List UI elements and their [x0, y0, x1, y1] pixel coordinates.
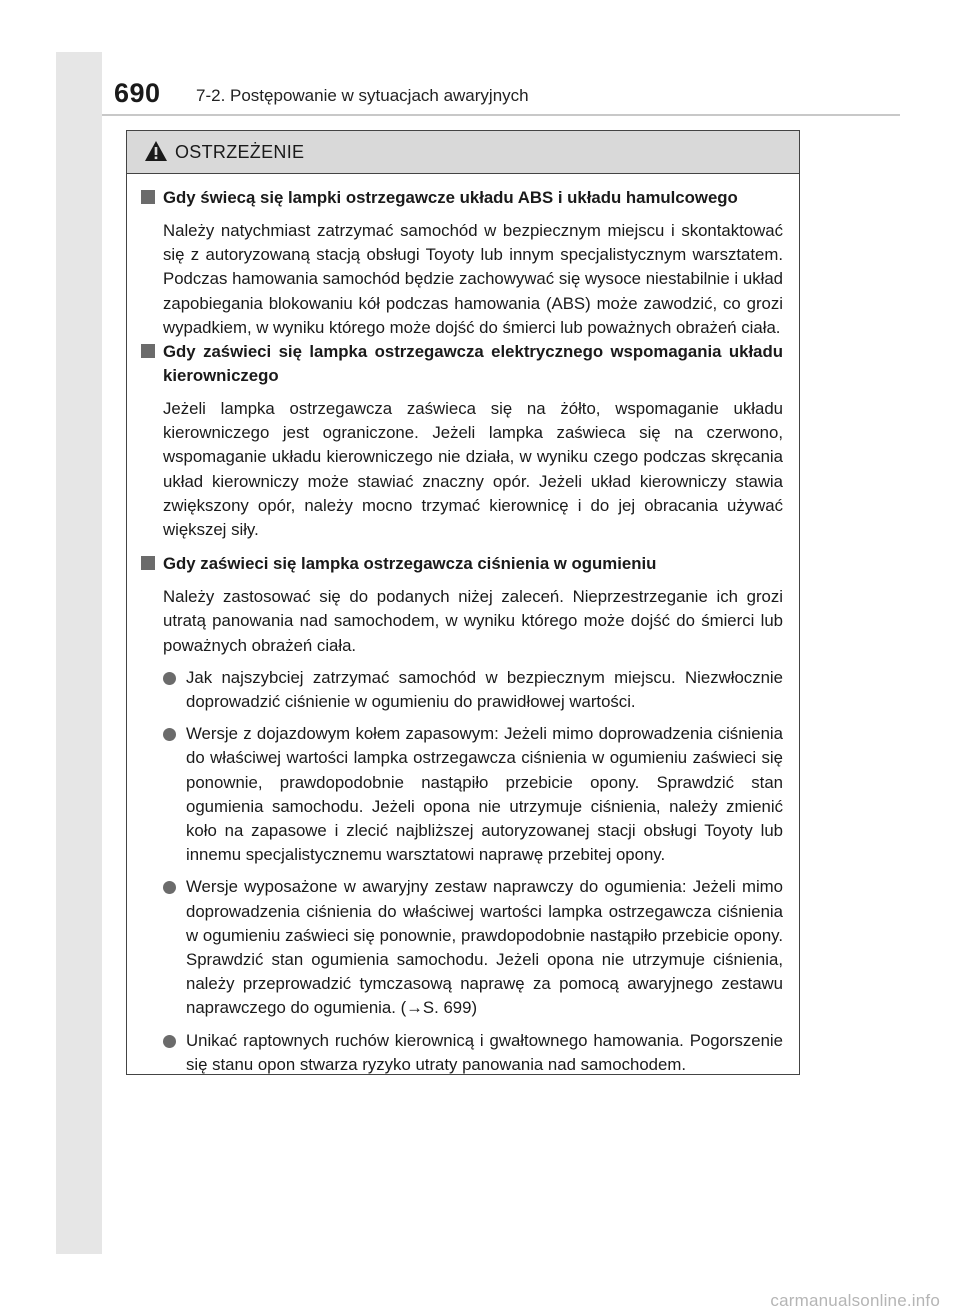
- square-bullet-icon: [141, 556, 155, 570]
- section-heading-text: Gdy świecą się lampki ostrzegawcze układu ABS i układu hamulcowego: [163, 188, 738, 207]
- section-heading-text: Gdy zaświeci się lampka ostrzegawcza elektrycznego wspomagania układu kierowniczego: [163, 342, 783, 386]
- warning-triangle-icon: [144, 140, 168, 162]
- list-item-text: Wersje wyposażone w awaryjny zestaw naprawczy do ogumienia: Jeżeli mimo doprowadzenia ciśnienia do właściwej wartości lampka ostrzegawcza ciśnienia w ogumieniu zaświeci się ponownie, prawdopodobnie nastąpiło przebicie opony. Sprawdzić stan ogumienia samochodu. Jeżeli opona nie utrzymuje ciśnienia, należy przeprowadzić tymczasową naprawę za pomocą awaryjnego zestawu naprawczego do ogumienia. (→S. 699): [186, 877, 783, 1018]
- bullet-list: [141, 666, 783, 1077]
- section-heading: [141, 186, 783, 210]
- round-bullet-icon: [163, 1035, 176, 1048]
- warning-body: [127, 174, 799, 1077]
- section-heading: [141, 552, 783, 576]
- section-paragraph: Jeżeli lampka ostrzegawcza zaświeca się na żółto, wspomaganie układu kierowniczego jest ograniczone. Jeżeli lampka zaświeca się na czerwono, wspomaganie układu kierowniczego nie działa, w wyniku czego podczas skręcania układ kierowniczy może stawiać znaczny opór. Jeżeli układ kierowniczy stawia zwiększony opór, należy mocno trzymać kierownicę i do jej obracania używać większej siły.: [163, 399, 783, 540]
- section-heading: [141, 340, 783, 388]
- section-tire-pressure: [141, 552, 783, 1077]
- section-paragraph: Należy natychmiast zatrzymać samochód w bezpiecznym miejscu i skontaktować się z autoryzowaną stacją obsługi Toyoty lub innym specjalistycznym warsztatem. Podczas hamowania samochód będzie zachowywać się wysoce niestabilnie i układ zapobiegania blokowaniu kół podczas hamowania (ABS) może zawodzić, co grozi wypadkiem, w wyniku którego może dojść do śmierci lub poważnych obrażeń ciała.: [163, 221, 783, 337]
- section-heading-text: Gdy zaświeci się lampka ostrzegawcza ciśnienia w ogumieniu: [163, 554, 657, 574]
- section-power-steering: [141, 340, 783, 542]
- list-item: [141, 1029, 783, 1077]
- list-item-text: Unikać raptownych ruchów kierownicą i gwałtownego hamowania. Pogorszenie się stanu opon stwarza ryzyko utraty panowania nad samochodem.: [186, 1030, 783, 1074]
- warning-box: [126, 130, 800, 1075]
- list-item: [141, 875, 783, 1020]
- list-item: [141, 722, 783, 867]
- round-bullet-icon: [163, 672, 176, 685]
- square-bullet-icon: [141, 344, 155, 358]
- section-abs-brake: [141, 186, 783, 340]
- list-item-text: Wersje z dojazdowym kołem zapasowym: Jeżeli mimo doprowadzenia ciśnienia do właściwej wartości lampka ostrzegawcza ciśnienia w ogumieniu zaświeci się ponownie, prawdopodobnie nastąpiło przebicie opony. Sprawdzić stan ogumienia samochodu. Jeżeli opona nie utrzymuje ciśnienia, należy zmienić koło na zapasowe i zlecić najbliższej autoryzowanej stacji obsługi Toyoty lub innemu specjalistycznemu warsztatowi naprawę przebitej opony.: [186, 724, 783, 865]
- page-number: 690: [114, 78, 161, 108]
- page-header: [102, 78, 900, 114]
- square-bullet-icon: [141, 190, 155, 204]
- section-paragraph: Należy zastosować się do podanych niżej zaleceń. Nieprzestrzeganie ich grozi utratą panowania nad samochodem, w wyniku którego może dojść do śmierci lub poważnych obrażeń ciała.: [163, 587, 783, 655]
- round-bullet-icon: [163, 881, 176, 894]
- list-item-text: Jak najszybciej zatrzymać samochód w bezpiecznym miejscu. Niezwłocznie doprowadzić ciśnienie w ogumieniu do prawidłowej wartości.: [186, 667, 783, 712]
- warning-header: [127, 131, 799, 174]
- list-item: [141, 666, 783, 714]
- chapter-title: 7-2. Postępowanie w sytuacjach awaryjnych: [196, 86, 529, 105]
- round-bullet-icon: [163, 728, 176, 741]
- watermark: carmanualsonline.info: [770, 1291, 940, 1310]
- side-strip: [56, 52, 102, 1254]
- header-rule: [102, 114, 900, 116]
- warning-title: OSTRZEŻENIE: [175, 142, 305, 162]
